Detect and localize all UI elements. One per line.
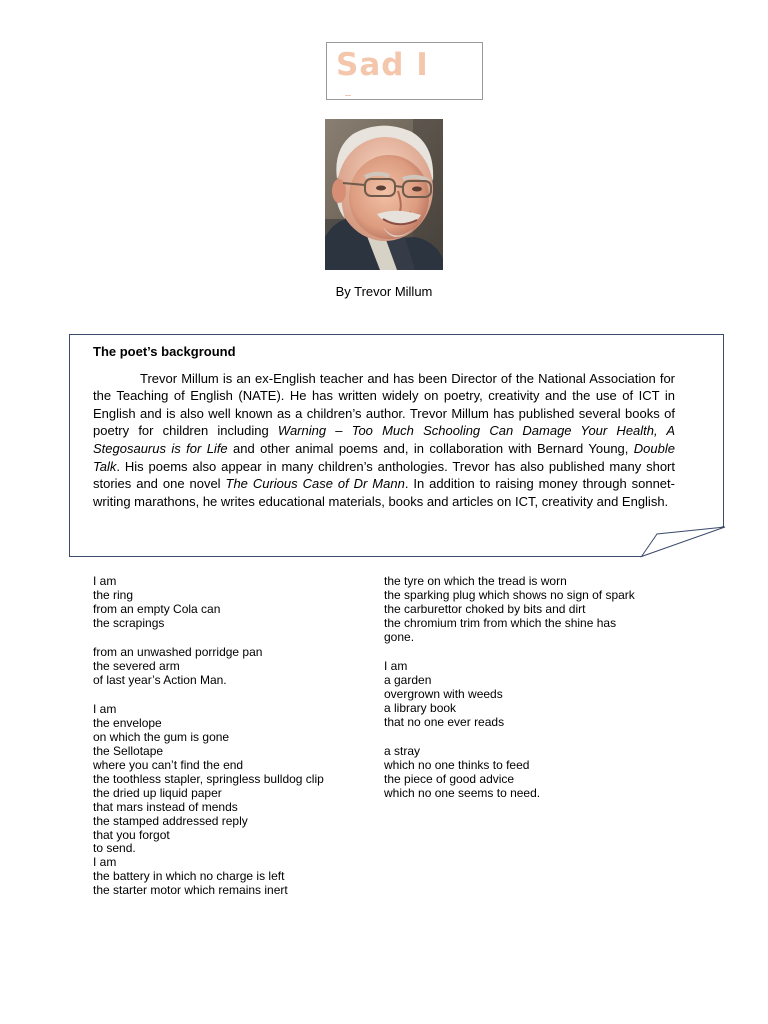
poem-line: a library book [384, 700, 457, 715]
poet-photo [325, 119, 443, 270]
background-box [69, 334, 725, 558]
background-paragraph [93, 370, 675, 511]
background-heading: The poet’s background [93, 344, 236, 359]
poem-stanza [384, 660, 674, 730]
poem-line: that mars instead of mends [93, 799, 238, 814]
poem-line: that no one ever reads [384, 714, 505, 729]
poem-stanza [384, 745, 674, 801]
poem-line: the dried up liquid paper [93, 785, 222, 800]
poem-line: where you can’t find the end [93, 757, 244, 772]
poem-line: the stamped addressed reply [93, 813, 248, 828]
poem-stanza [93, 646, 363, 688]
poem-line: the carburettor choked by bits and dirt [384, 601, 586, 616]
poem-line: a stray [384, 744, 421, 759]
poem-line: the sparking plug which shows no sign of spark [384, 587, 635, 602]
book-title-text: Double Talk [93, 440, 675, 474]
poem-line: on which the gum is gone [93, 730, 230, 745]
poem-line: which no one seems to need. [384, 785, 541, 800]
poem-line: the tyre on which the tread is worn [384, 574, 567, 588]
poem-line: the toothless stapler, springless bulldog clip [93, 771, 324, 786]
title-underline-mark [345, 95, 351, 96]
paragraph-text: . In addition to raising money through sonnet-writing marathons, he writes educational materials, books and articles on ICT, creativity and English. [93, 476, 675, 509]
poem-line: a garden [384, 672, 432, 687]
poem-line: the starter motor which remains inert [93, 883, 288, 898]
title-box [326, 42, 483, 100]
poem-line: to send. [93, 841, 136, 856]
poem-line: from an unwashed porridge pan [93, 645, 263, 660]
poem-stanza [93, 856, 363, 898]
poem-line: that you forgot [93, 827, 170, 842]
poem-line: I am [93, 855, 117, 870]
poem-title: Sad I [336, 47, 429, 83]
poem-line: the severed arm [93, 659, 180, 674]
poem-line: of last year’s Action Man. [93, 672, 227, 687]
book-title-text: The Curious Case of Dr Mann [225, 476, 405, 492]
byline: By Trevor Millum [335, 284, 433, 299]
poem-column-right [384, 575, 674, 816]
poem-stanza [384, 575, 674, 645]
book-title-text: Warning – Too Much Schooling Can Damage Your Health, A Stegosaurus is for Life [93, 423, 675, 456]
poem-line: overgrown with weeds [384, 686, 503, 701]
poem-line: I am [93, 574, 117, 588]
poem-line: the battery in which no charge is left [93, 869, 285, 884]
paragraph-text: and other animal poems and, in collaboration with Bernard Young, [227, 440, 634, 456]
poem-line: the envelope [93, 716, 162, 731]
poem-line: the piece of good advice [384, 771, 515, 786]
poem-stanza [93, 575, 363, 631]
poem-line: I am [384, 659, 408, 674]
poem-column-left [93, 575, 363, 914]
poem-line: gone. [384, 629, 415, 644]
paragraph-text: . His poems also appear in many children’s anthologies. Trevor has also published many short stories and one novel [93, 458, 675, 492]
poem-line: I am [93, 702, 117, 717]
poem-line: the Sellotape [93, 744, 164, 759]
poem-line: from an empty Cola can [93, 601, 221, 616]
paragraph-text: Trevor Millum is an ex-English teacher and has been Director of the National Association for the Teaching of English (NATE). He has written widely on poetry, creativity and the use of ICT in English and is also well known as a children’s author. Trevor Millum has published several books of poetry for children including [93, 370, 675, 439]
poem-line: the ring [93, 587, 134, 602]
poem-line: the chromium trim from which the shine has [384, 615, 617, 630]
poem-line: the scrapings [93, 615, 165, 630]
poem-stanza [93, 703, 363, 856]
poem-line: which no one thinks to feed [384, 757, 530, 772]
